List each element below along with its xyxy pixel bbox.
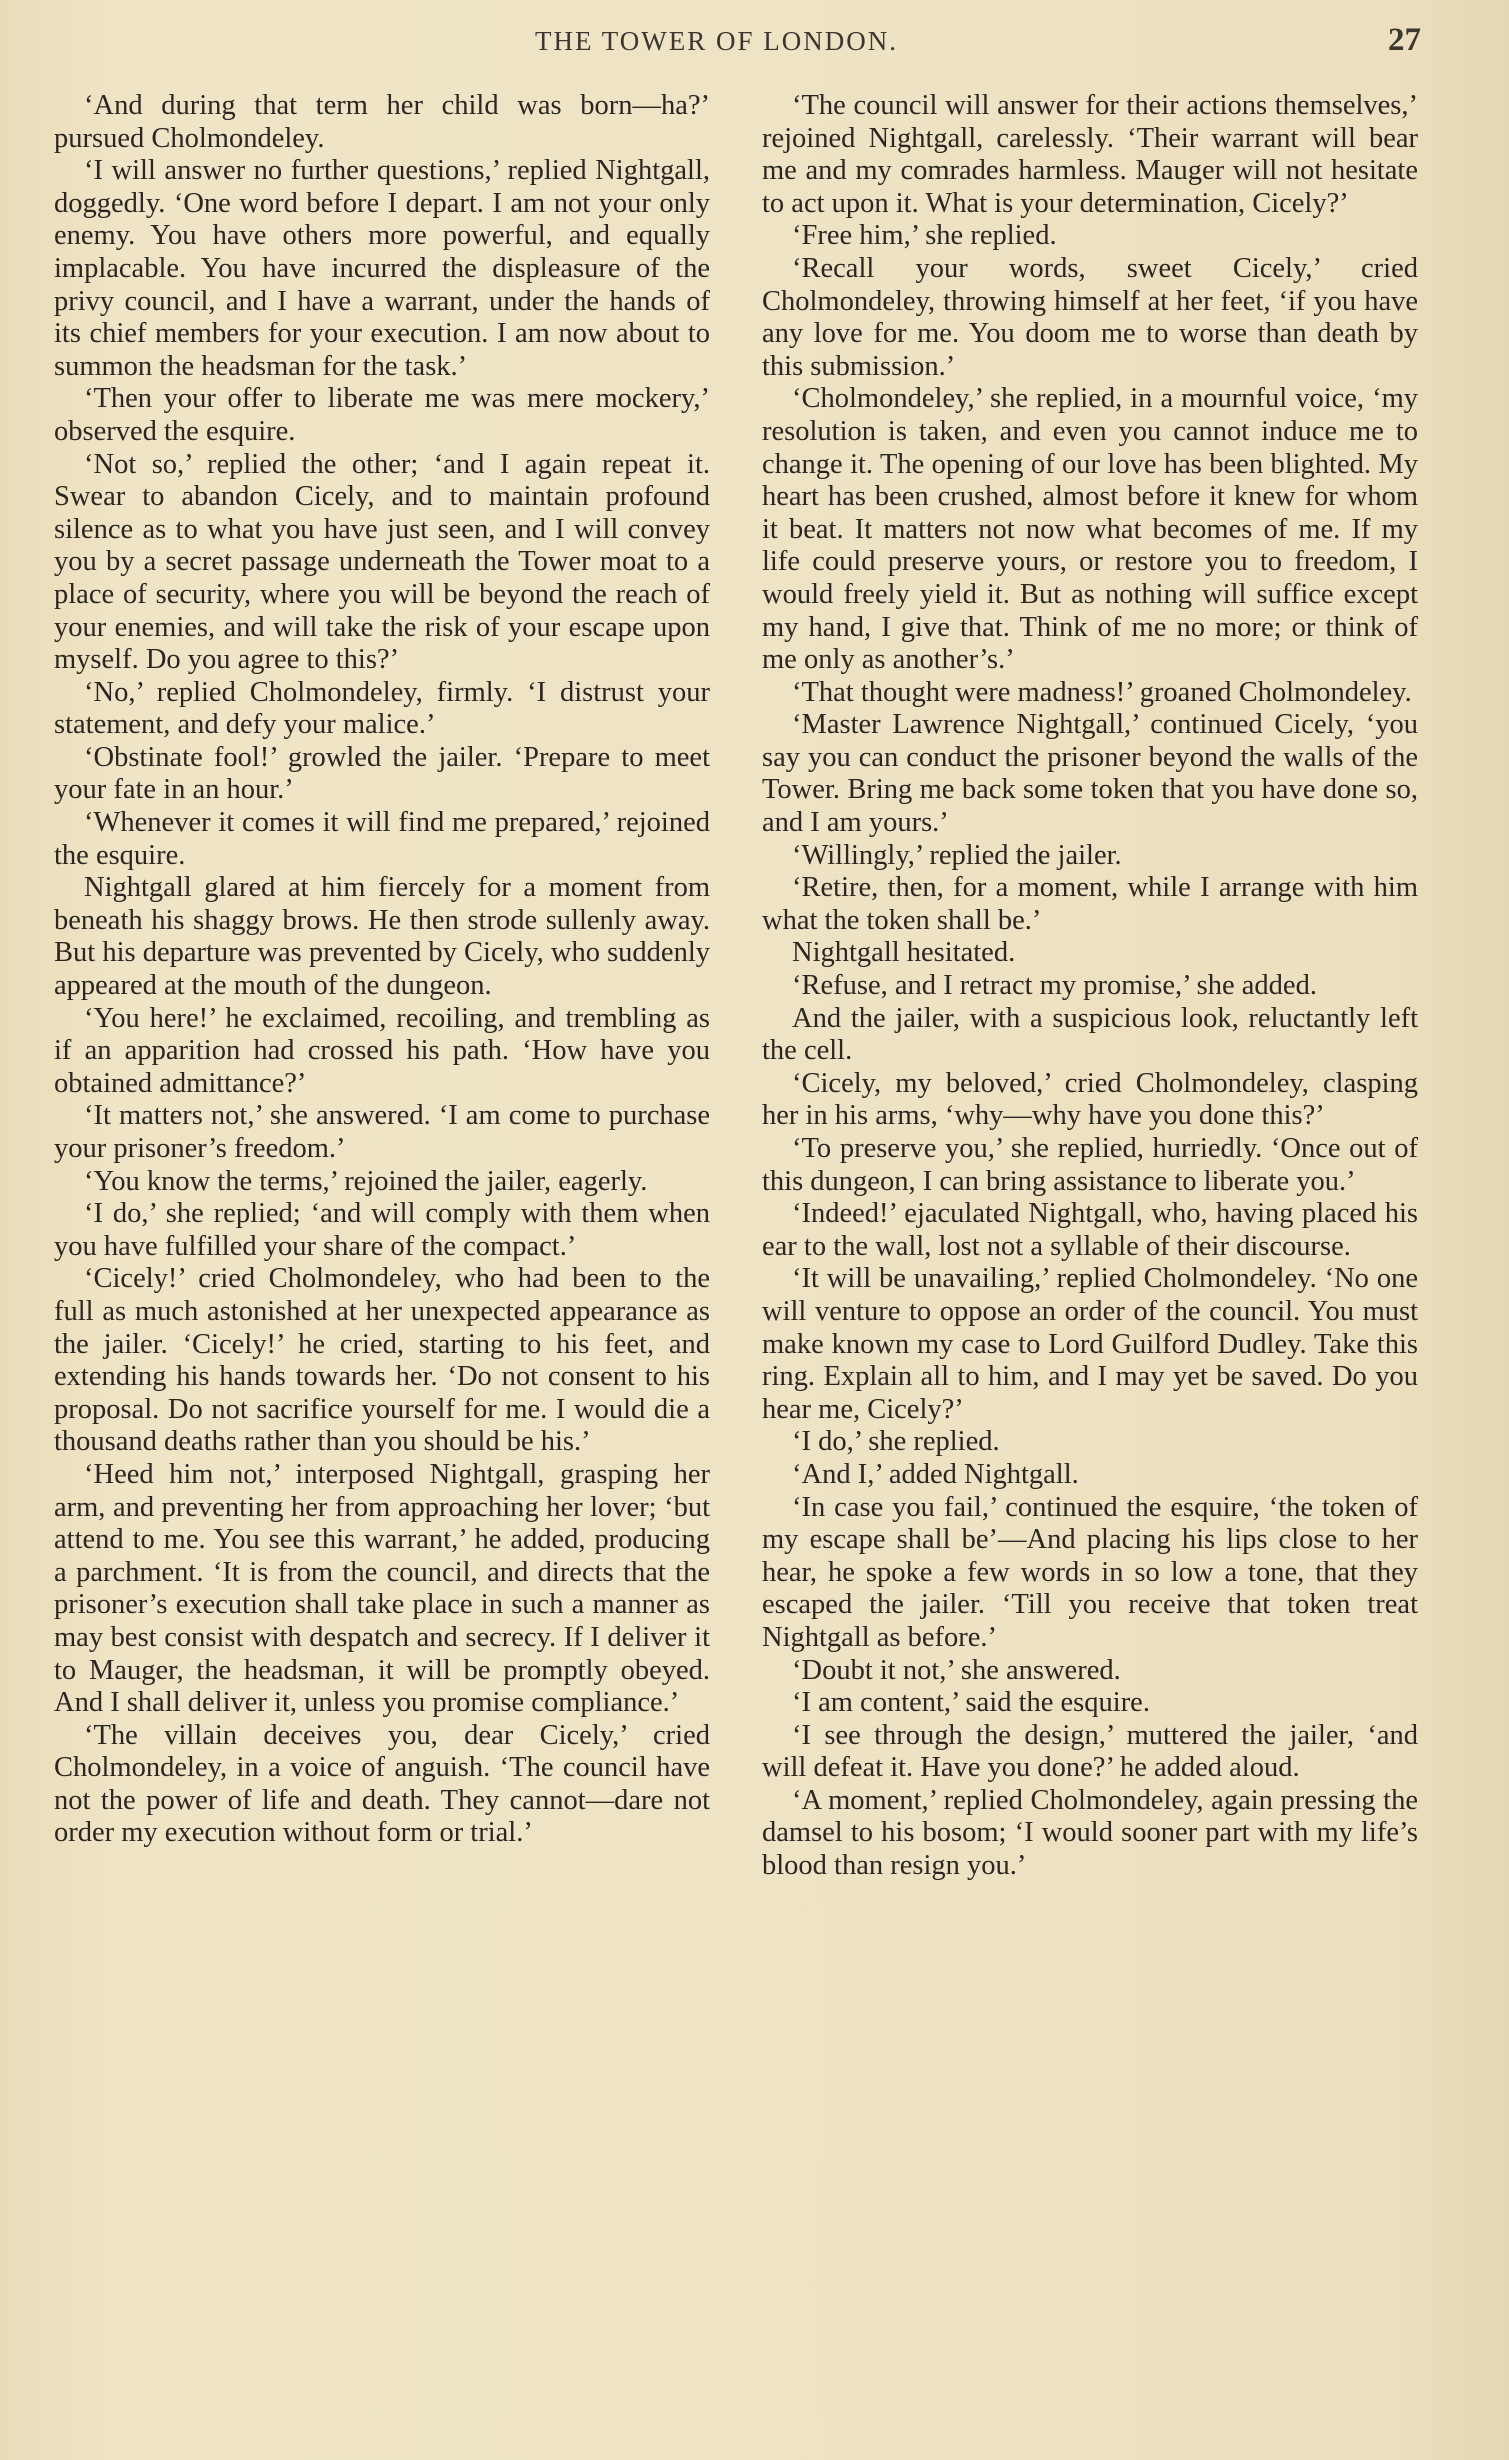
paragraph: ‘I do,’ she replied; ‘and will comply with them when you have fulfilled your share of the compact.’ [54,1198,710,1262]
paragraph: Nightgall glared at him fiercely for a moment from beneath his shaggy brows. He then strode sullenly away. But his departure was prevented by Cicely, who suddenly appeared at the mouth of the dungeon. [54,872,710,1002]
paragraph: ‘Whenever it comes it will find me prepared,’ rejoined the esquire. [54,807,710,871]
paragraph: ‘And I,’ added Nightgall. [792,1458,1079,1490]
paragraph: ‘It matters not,’ she answered. ‘I am come to purchase your prisoner’s freedom.’ [54,1100,710,1164]
paragraph: And the jailer, with a suspicious look, reluctantly left the cell. [762,1002,1418,1067]
paragraph: ‘You here!’ he exclaimed, recoiling, and trembling as if an apparition had crossed his path. ‘How have you obtained admittance?’ [54,1002,710,1099]
paragraph: ‘Willingly,’ replied the jailer. [792,839,1122,871]
page-number: 27 [1388,22,1421,58]
paragraph: ‘Recall your words, sweet Cicely,’ cried Cholmondeley, throwing himself at her feet, ‘if you have any love for me. You doom me to worse than death by this submission.’ [762,252,1418,382]
running-head [0,22,1509,66]
paragraph: ‘Indeed!’ ejaculated Nightgall, who, having placed his ear to the wall, lost not a syllable of their discourse. [762,1198,1418,1262]
paragraph: ‘Cicely!’ cried Cholmondeley, who had been to the full as much astonished at her unexpected appearance as the jailer. ‘Cicely!’ he cried, starting to his feet, and extending his hands towards her. ‘Do not consent to his proposal. Do not sacrifice yourself for me. I would die a thousand deaths rather than you should be his.’ [54,1263,710,1458]
paragraph: ‘I do,’ she replied. [792,1426,1000,1458]
paragraph: ‘Master Lawrence Nightgall,’ continued Cicely, ‘you say you can conduct the prisoner beyond the walls of the Tower. Bring me back some token that you have done so, and I am yours.’ [762,709,1418,839]
paragraph: ‘To preserve you,’ she replied, hurriedly. ‘Once out of this dungeon, I can bring assistance to liberate you.’ [762,1133,1418,1197]
paragraph: ‘Doubt it not,’ she answered. [792,1654,1121,1686]
running-title: THE TOWER OF LONDON. [535,26,898,56]
paragraph: ‘A moment,’ replied Cholmondeley, again pressing the damsel to his bosom; ‘I would sooner part with my life’s blood than resign you.’ [762,1784,1418,1882]
paragraph: ‘Cicely, my beloved,’ cried Cholmondeley, clasping her in his arms, ‘why—why have you done this?’ [762,1067,1418,1132]
paragraph: ‘That thought were madness!’ groaned Cholmondeley. [792,676,1412,708]
paragraph: ‘Obstinate fool!’ growled the jailer. ‘Prepare to meet your fate in an hour.’ [54,741,710,806]
paragraph: ‘The villain deceives you, dear Cicely,’ cried Cholmondeley, in a voice of anguish. ‘The council have not the power of life and death. They cannot—dare not order my execution without form or trial.’ [54,1719,710,1849]
paragraph: ‘Then your offer to liberate me was mere mockery,’ observed the esquire. [54,383,710,447]
paragraph: ‘Cholmondeley,’ she replied, in a mournful voice, ‘my resolution is taken, and even you cannot induce me to change it. The opening of our love has been blighted. My heart has been crushed, almost before it knew for whom it beat. It matters not now what becomes of me. If my life could preserve yours, or restore you to freedom, I would freely yield it. But as nothing will suffice except my hand, I give that. Think of me no more; or think of me only as another’s.’ [762,383,1418,676]
paragraph: ‘It will be unavailing,’ replied Cholmondeley. ‘No one will venture to oppose an order of the council. You must make known my case to Lord Guilford Dudley. Take this ring. Explain all to him, and I may yet be saved. Do you hear me, Cicely?’ [762,1263,1418,1425]
paragraph: ‘I see through the design,’ muttered the jailer, ‘and will defeat it. Have you done?’ he added aloud. [762,1719,1418,1784]
paragraph: ‘Free him,’ she replied. [792,220,1057,252]
paragraph: ‘In case you fail,’ continued the esquire, ‘the token of my escape shall be’—And placing his lips close to her hear, he spoke a few words in so low a tone, that they escaped the jailer. ‘Till you receive that token treat Nightgall as before.’ [762,1491,1418,1653]
paragraph: Nightgall hesitated. [792,937,1016,969]
paragraph: ‘I will answer no further questions,’ replied Nightgall, doggedly. ‘One word before I depart. I am not your only enemy. You have others more powerful, and equally implacable. You have incurred the displeasure of the privy council, and I have a warrant, under the hands of its chief members for your execution. I am now about to summon the headsman for the task.’ [54,155,710,382]
paragraph: ‘Heed him not,’ interposed Nightgall, grasping her arm, and preventing her from approaching her lover; ‘but attend to me. You see this warrant,’ he added, producing a parchment. ‘It is from the council, and directs that the prisoner’s execution shall take place in such a manner as may best consist with despatch and secrecy. If I deliver it to Mauger, the headsman, it will be promptly obeyed. And I shall deliver it, unless you promise compliance.’ [54,1458,710,1719]
paragraph: ‘You know the terms,’ rejoined the jailer, eagerly. [84,1165,648,1197]
paragraph: ‘And during that term her child was born—ha?’ pursued Cholmondeley. [54,90,710,154]
paragraph: ‘I am content,’ said the esquire. [792,1687,1150,1719]
paragraph: ‘No,’ replied Cholmondeley, firmly. ‘I distrust your statement, and defy your malice.’ [54,676,710,741]
paragraph: ‘Retire, then, for a moment, while I arrange with him what the token shall be.’ [762,872,1418,936]
paragraph: ‘Refuse, and I retract my promise,’ she added. [792,970,1317,1002]
left-column [54,90,710,1850]
right-column [762,90,1418,1883]
paragraph: ‘Not so,’ replied the other; ‘and I again repeat it. Swear to abandon Cicely, and to maintain profound silence as to what you have just seen, and I will convey you by a secret passage underneath the Tower moat to a place of security, where you will be beyond the reach of your enemies, and will take the risk of your escape upon myself. Do you agree to this?’ [54,448,710,676]
paragraph: ‘The council will answer for their actions themselves,’ rejoined Nightgall, carelessly. ‘Their warrant will bear me and my comrades harmless. Mauger will not hesitate to act upon it. What is your determination, Cicely?’ [762,90,1418,219]
